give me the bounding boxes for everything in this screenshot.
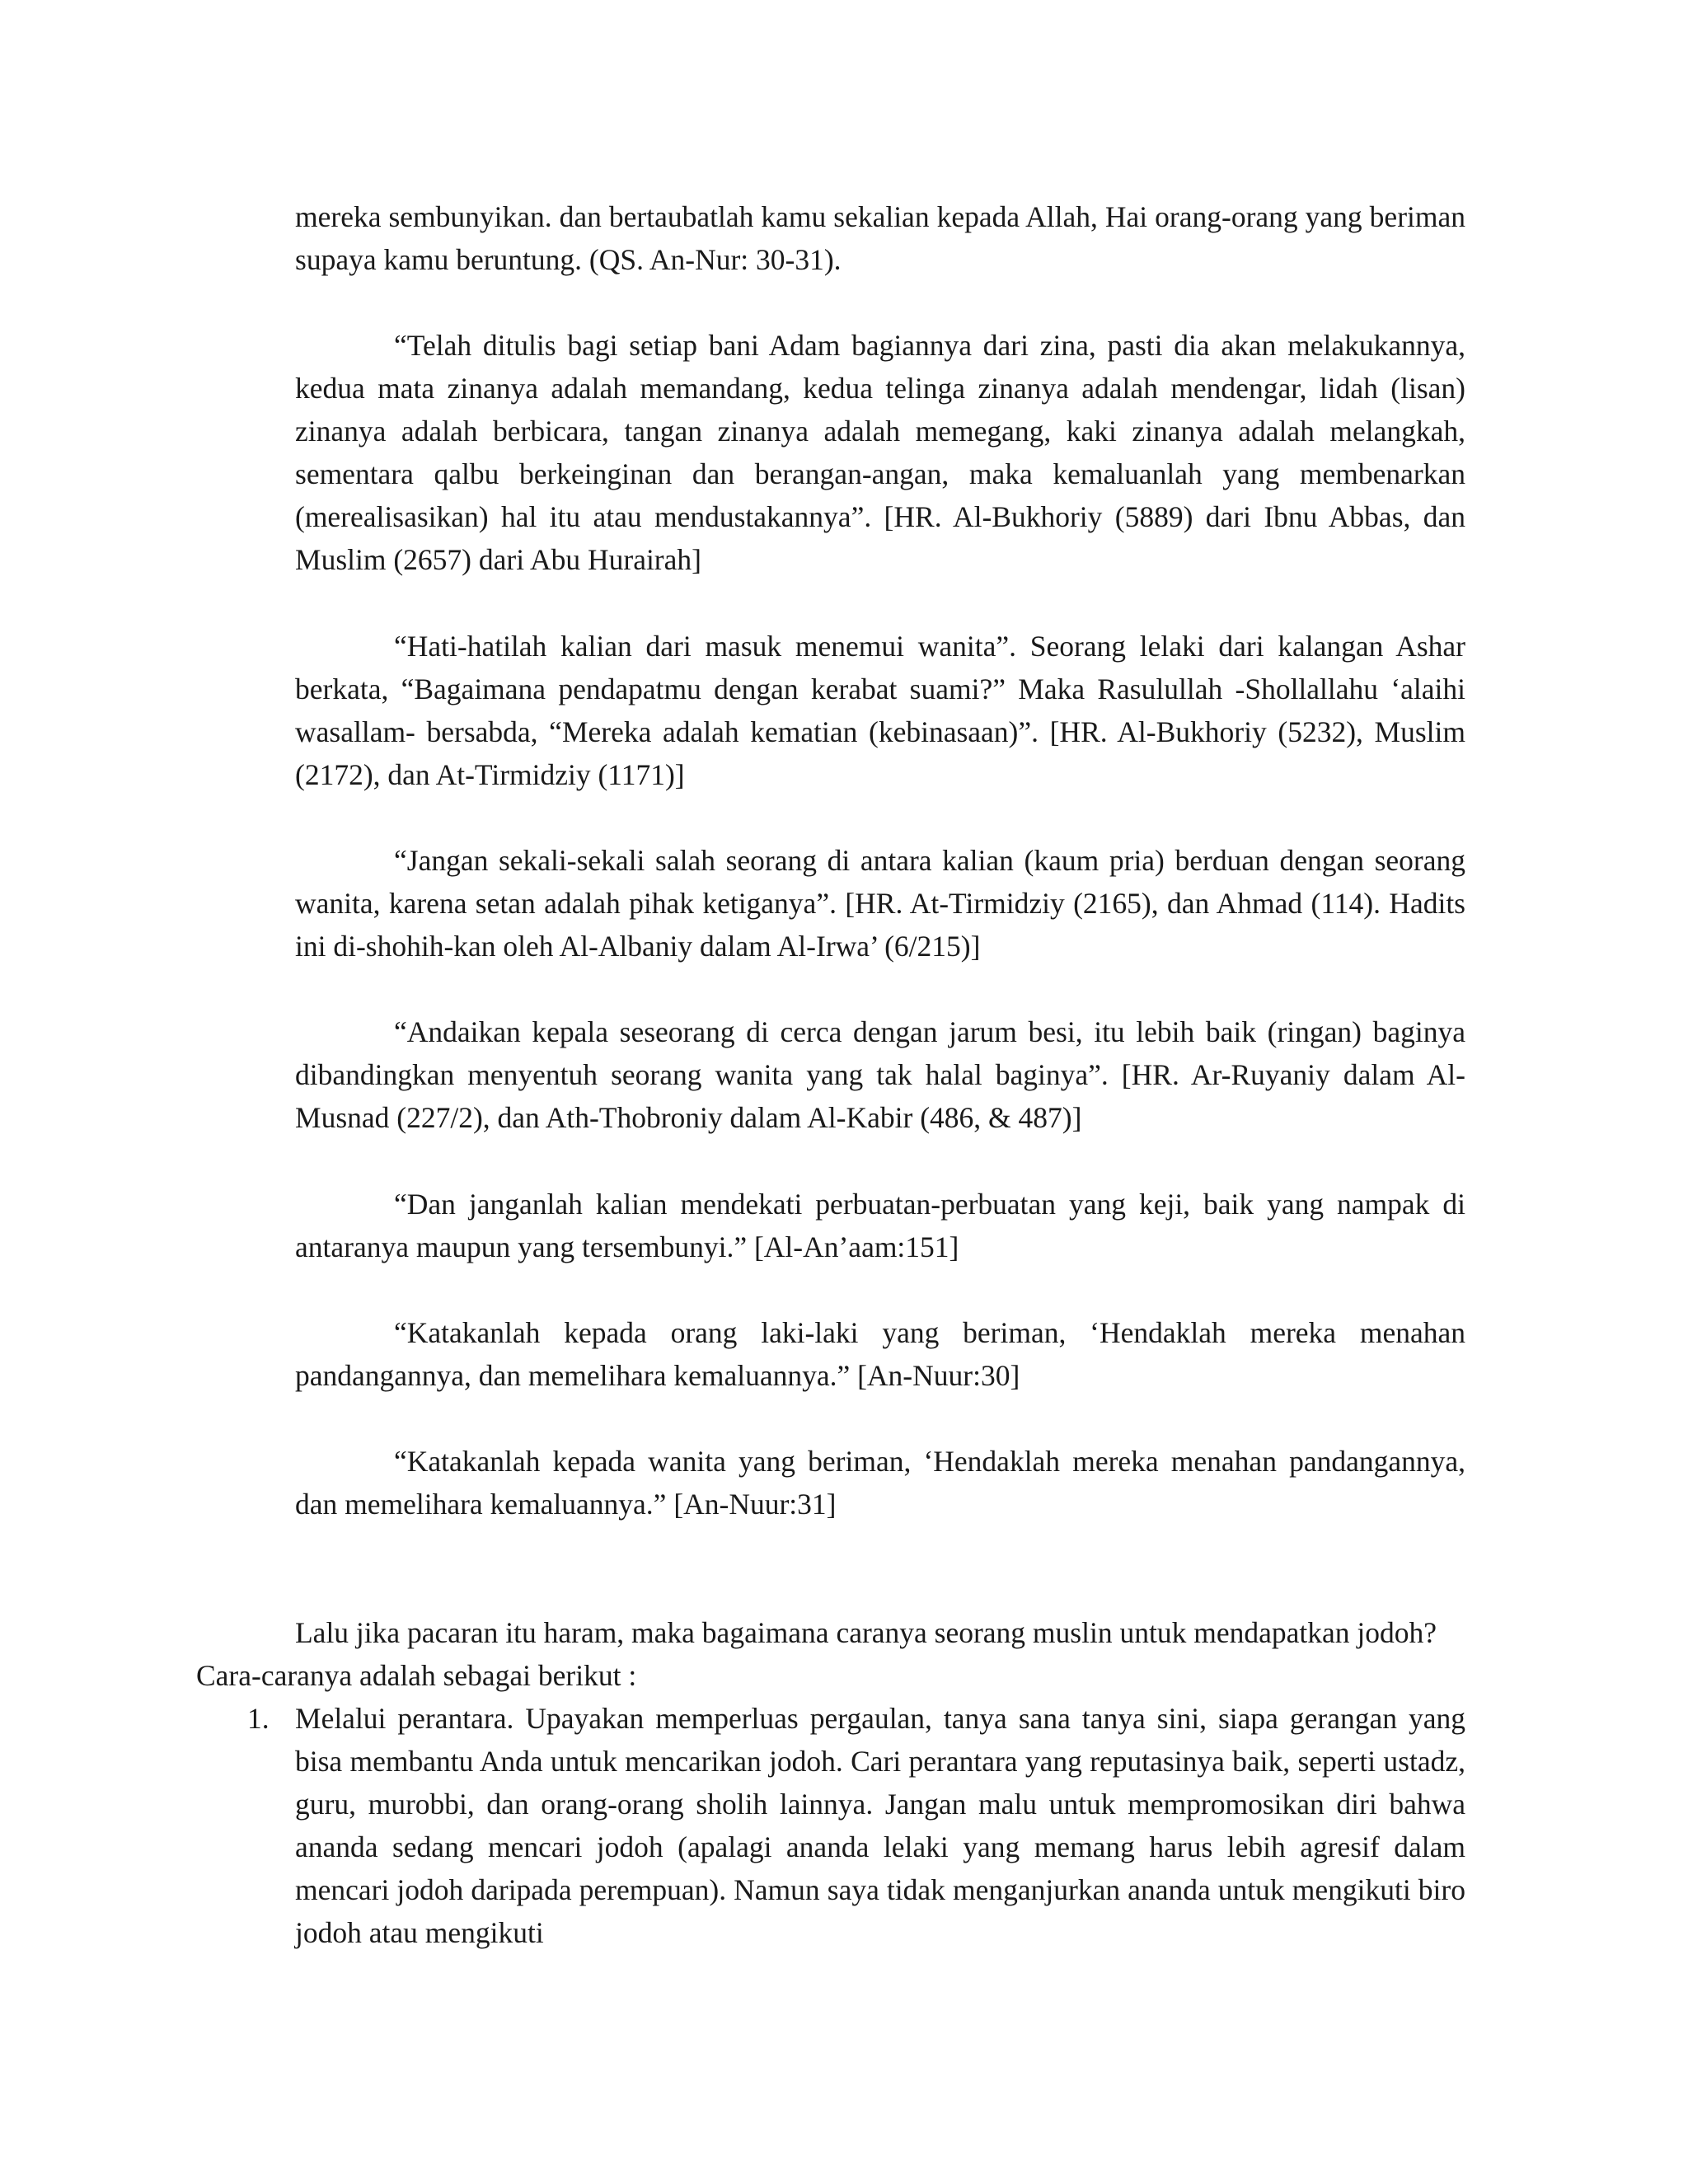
paragraph-hadith-zina: “Telah ditulis bagi setiap bani Adam bagiannya dari zina, pasti dia akan melakukannya, kedua mata zinanya adalah memandang, kedua telinga zinanya adalah mendengar, lidah (lisan) zinanya adalah berbicara, tangan zinanya adalah memegang, kaki zinanya adalah melangkah, sementara qalbu berkeinginan dan berangan-angan, maka kemaluanlah yang membenarkan (merealisasikan) hal itu atau mendustakannya”. [HR. Al-Bukhoriy (5889) dari Ibnu Abbas, dan Muslim (2657) dari Abu Hurairah] [295,329,1465,576]
paragraph-quran-annuur-31: “Katakanlah kepada wanita yang beriman, ‘Hendaklah mereka menahan pandangannya, dan memelihara kemaluannya.” [An-Nuur:31] [295,1445,1465,1521]
paragraph-hadith-kerabat: “Hati-hatilah kalian dari masuk menemui wanita”. Seorang lelaki dari kalangan Ashar berkata, “Bagaimana pendapatmu dengan kerabat suami?” Maka Rasulullah -Shollallahu ‘alaihi wasallam- bersabda, “Mereka adalah kematian (kebinasaan)”. [HR. Al-Bukhoriy (5232), Muslim (2172), dan At-Tirmidziy (1171)] [295,630,1465,791]
paragraph-quran-anaam: “Dan janganlah kalian mendekati perbuatan-perbuatan yang keji, baik yang nampak di antaranya maupun yang tersembunyi.” [Al-An’aam:151] [295,1188,1465,1263]
list-item-number: 1. [247,1702,270,1735]
paragraph-hadith-jarum: “Andaikan kepala seseorang di cerca dengan jarum besi, itu lebih baik (ringan) baginya dibandingkan menyentuh seorang wanita yang tak halal baginya”. [HR. Ar-Ruyaniy dalam Al-Musnad (227/2), dan Ath-Thobroniy dalam Al-Kabir (486, & 487)] [295,1015,1465,1134]
paragraph-intro-jodoh: Lalu jika pacaran itu haram, maka bagaimana caranya seorang muslin untuk mendapatkan jodoh? Cara-caranya adalah sebagai berikut : [196,1616,1437,1692]
numbered-list [196,1697,1465,1954]
list-item-text: Melalui perantara. Upayakan memperluas pergaulan, tanya sana tanya sini, siapa gerangan yang bisa membantu Anda untuk mencarikan jodoh. Cari perantara yang reputasinya baik, seperti ustadz, guru, murobbi, dan orang-orang sholih lainnya. Jangan malu untuk mempromosikan diri bahwa ananda sedang mencari jodoh (apalagi ananda lelaki yang memang harus lebih agresif dalam mencari jodoh daripada perempuan). Namun saya tidak menganjurkan ananda untuk mengikuti biro jodoh atau mengikuti [295,1702,1465,1949]
paragraph-quran-annuur-30: “Katakanlah kepada orang laki-laki yang beriman, ‘Hendaklah mereka menahan pandangannya, dan memelihara kemaluannya.” [An-Nuur:30] [295,1316,1465,1392]
paragraph-quran-continuation: mereka sembunyikan. dan bertaubatlah kamu sekalian kepada Allah, Hai orang-orang yang beriman supaya kamu beruntung. (QS. An-Nur: 30-31). [295,200,1465,276]
paragraph-hadith-berduan: “Jangan sekali-sekali salah seorang di antara kalian (kaum pria) berduan dengan seorang wanita, karena setan adalah pihak ketiganya”. [HR. At-Tirmidziy (2165), dan Ahmad (114). Hadits ini di-shohih-kan oleh Al-Albaniy dalam Al-Irwa’ (6/215)] [295,844,1465,963]
list-item [196,1697,1465,1954]
